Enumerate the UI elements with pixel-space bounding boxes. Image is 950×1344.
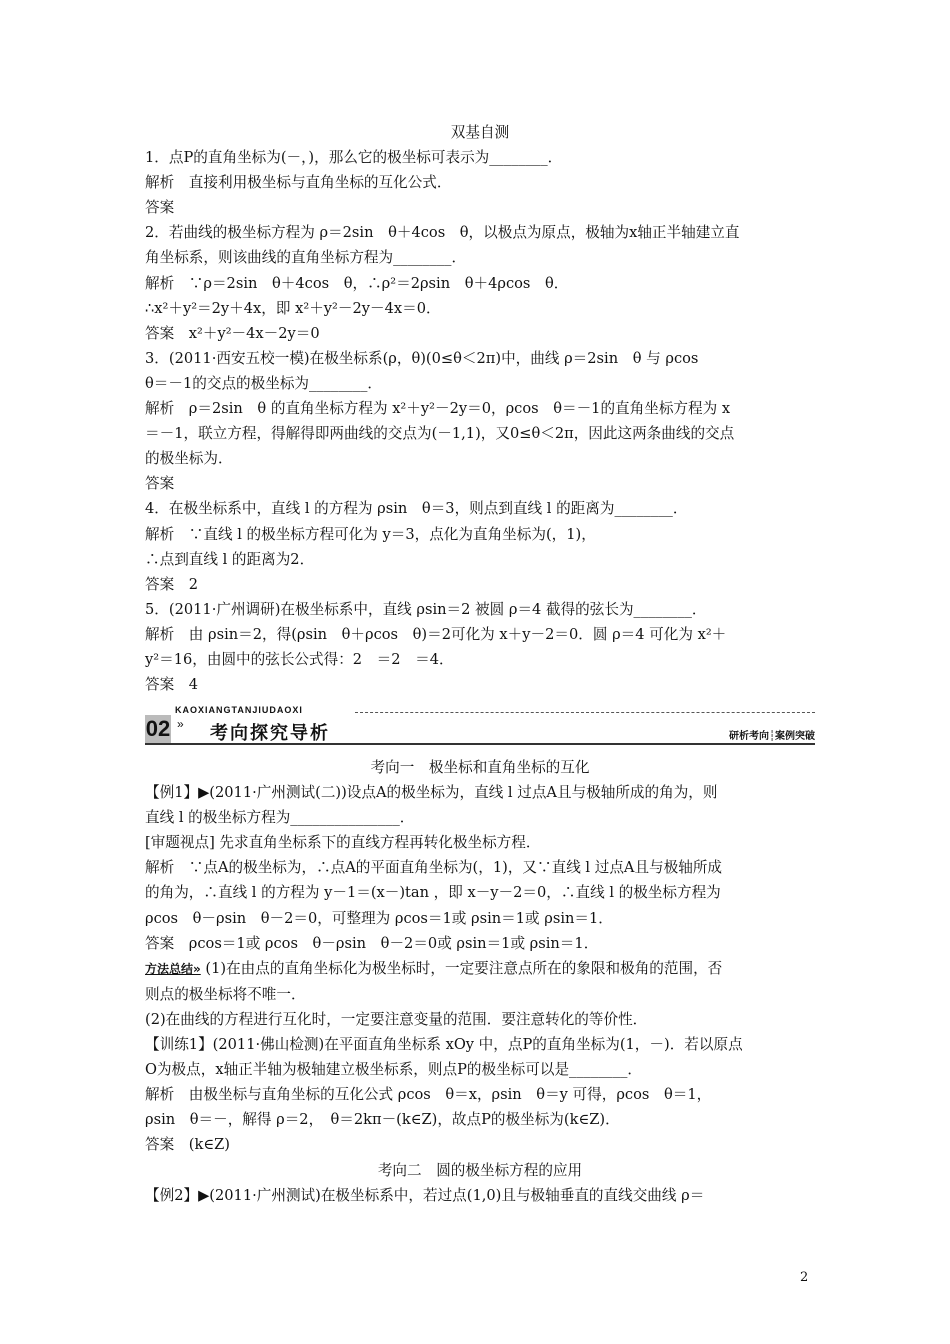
text-line: θ＝－1的交点的极坐标为________． bbox=[145, 374, 382, 392]
text-line: 4．在极坐标系中，直线 l 的方程为 ρsin θ＝3，则点到直线 l 的距离为________． bbox=[145, 500, 688, 518]
self-test-lines bbox=[145, 145, 815, 697]
heading-1: 考向一 极坐标和直角坐标的互化 bbox=[370, 759, 590, 776]
section-title: 双基自测 bbox=[450, 124, 510, 141]
text-line: 的角为，∴直线 l 的方程为 y－1＝(x－)tan ，即 x－y－2＝0，∴直线 l 的极坐标方程为 bbox=[145, 884, 721, 902]
text-line: 解析 ρ＝2sin θ 的直角坐标方程为 x²＋y²－2y＝0，ρcos θ＝－1的直角坐标方程为 x bbox=[145, 400, 731, 418]
text-line: 2．若曲线的极坐标方程为 ρ＝2sin θ＋4cos θ，以极点为原点，极轴为x轴正半轴建立直 bbox=[145, 224, 740, 242]
example-2-line: 【例2】▶(2011·广州测试)在极坐标系中，若过点(1,0)且与极轴垂直的直线交曲线 ρ＝ bbox=[145, 1186, 705, 1204]
text-line: ρcos θ－ρsin θ－2＝0，可整理为 ρcos＝1或 ρsin＝1或 ρsin＝1． bbox=[145, 909, 613, 927]
page-number: 2 bbox=[800, 1270, 809, 1285]
training-lines bbox=[145, 982, 815, 1158]
text-line: ∴点到直线 l 的距离为2． bbox=[145, 550, 315, 568]
banner-pinyin: KAOXIANGTANJIUDAOXI bbox=[175, 705, 303, 715]
section-analysis bbox=[145, 755, 815, 1208]
banner-rule bbox=[145, 743, 815, 745]
banner-number: 02 bbox=[145, 716, 171, 741]
text-line: 答案 bbox=[145, 475, 175, 493]
text-line: 3．(2011·西安五校一模)在极坐标系(ρ，θ)(0≤θ＜2π)中，曲线 ρ＝2sin θ 与 ρcos bbox=[145, 349, 699, 367]
heading-2: 考向二 圆的极坐标方程的应用 bbox=[377, 1161, 583, 1179]
text-line: 答案 (k∈Z) bbox=[145, 1136, 230, 1154]
text-line: ρsin θ＝－，解得 ρ＝2， θ＝2kπ－(k∈Z)，故点P的极坐标为(k∈Z)． bbox=[145, 1111, 620, 1129]
example-1-lines bbox=[145, 780, 815, 956]
section-self-test bbox=[145, 120, 815, 697]
text-line: 答案 ρcos＝1或 ρcos θ－ρsin θ－2＝0或 ρsin＝1或 ρsin＝1． bbox=[145, 934, 599, 952]
banner-subtitle: 研析考向┆案例突破 bbox=[728, 731, 815, 742]
banner-title: 考向探究导析 bbox=[210, 723, 330, 744]
banner-dashed-line bbox=[355, 712, 815, 713]
text-line: 直线 l 的极坐标方程为_______________． bbox=[145, 809, 415, 827]
text-line: ∴x²＋y²＝2y＋4x，即 x²＋y²－2y－4x＝0． bbox=[145, 299, 441, 317]
text-line: 答案 x²＋y²－4x－2y＝0 bbox=[145, 324, 320, 342]
text-line: 则点的极坐标将不唯一． bbox=[145, 985, 306, 1003]
text-line: 解析 ∵直线 l 的极坐标方程可化为 y＝3，点化为直角坐标为(，1)， bbox=[145, 525, 596, 543]
method-summary-text: (1)在由点的直角坐标化为极坐标时，一定要注意点所在的象限和极角的范围，否 bbox=[200, 959, 723, 977]
text-line: [审题视点] 先求直角坐标系下的直线方程再转化极坐标方程． bbox=[145, 834, 541, 852]
section-banner bbox=[145, 705, 815, 745]
text-line: 解析 直接利用极坐标与直角坐标的互化公式． bbox=[145, 174, 452, 192]
text-line: 解析 由极坐标与直角坐标的互化公式 ρcos θ＝x，ρsin θ＝y 可得，ρcos θ＝1， bbox=[145, 1086, 712, 1104]
text-line: O为极点，x轴正半轴为极轴建立极坐标系，则点P的极坐标可以是________． bbox=[145, 1061, 643, 1079]
text-line: 答案 bbox=[145, 199, 175, 217]
text-line: 解析 ∵点A的极坐标为，∴点A的平面直角坐标为(，1)，又∵直线 l 过点A且与极轴所成 bbox=[145, 859, 723, 877]
text-line: 的极坐标为． bbox=[145, 450, 233, 468]
text-line: 【例1】▶(2011·广州测试(二))设点A的极坐标为，直线 l 过点A且与极轴所成的角为，则 bbox=[145, 784, 718, 802]
text-line: 1．点P的直角坐标为(－，)，那么它的极坐标可表示为________． bbox=[145, 149, 563, 167]
text-line: 角坐标系，则该曲线的直角坐标方程为________． bbox=[145, 249, 467, 267]
text-line: 答案 2 bbox=[145, 575, 199, 593]
method-summary-tag: 方法总结» bbox=[145, 961, 201, 976]
text-line: 解析 ∵ρ＝2sin θ＋4cos θ，∴ρ²＝2ρsin θ＋4ρcos θ． bbox=[145, 274, 569, 292]
text-line: 答案 4 bbox=[145, 676, 199, 694]
text-line: 【训练1】(2011·佛山检测)在平面直角坐标系 xOy 中，点P的直角坐标为(1，－)．若以原点 bbox=[145, 1036, 743, 1054]
text-line: ＝－1，联立方程，得解得即两曲线的交点为(－1,1)，又0≤θ＜2π，因此这两条曲线的交点 bbox=[145, 425, 735, 443]
double-arrow-icon: » bbox=[177, 717, 184, 731]
text-line: 5．(2011·广州调研)在极坐标系中，直线 ρsin＝2 被圆 ρ＝4 截得的弦长为________． bbox=[145, 600, 707, 618]
method-summary-line bbox=[145, 956, 815, 982]
text-line: y²＝16，由圆中的弦长公式得：2 ＝2 ＝4． bbox=[145, 650, 454, 668]
text-line: (2)在曲线的方程进行互化时，一定要注意变量的范围．要注意转化的等价性． bbox=[145, 1010, 648, 1028]
text-line: 解析 由 ρsin＝2，得(ρsin θ＋ρcos θ)＝2可化为 x＋y－2＝0．圆 ρ＝4 可化为 x²＋ bbox=[145, 625, 727, 643]
